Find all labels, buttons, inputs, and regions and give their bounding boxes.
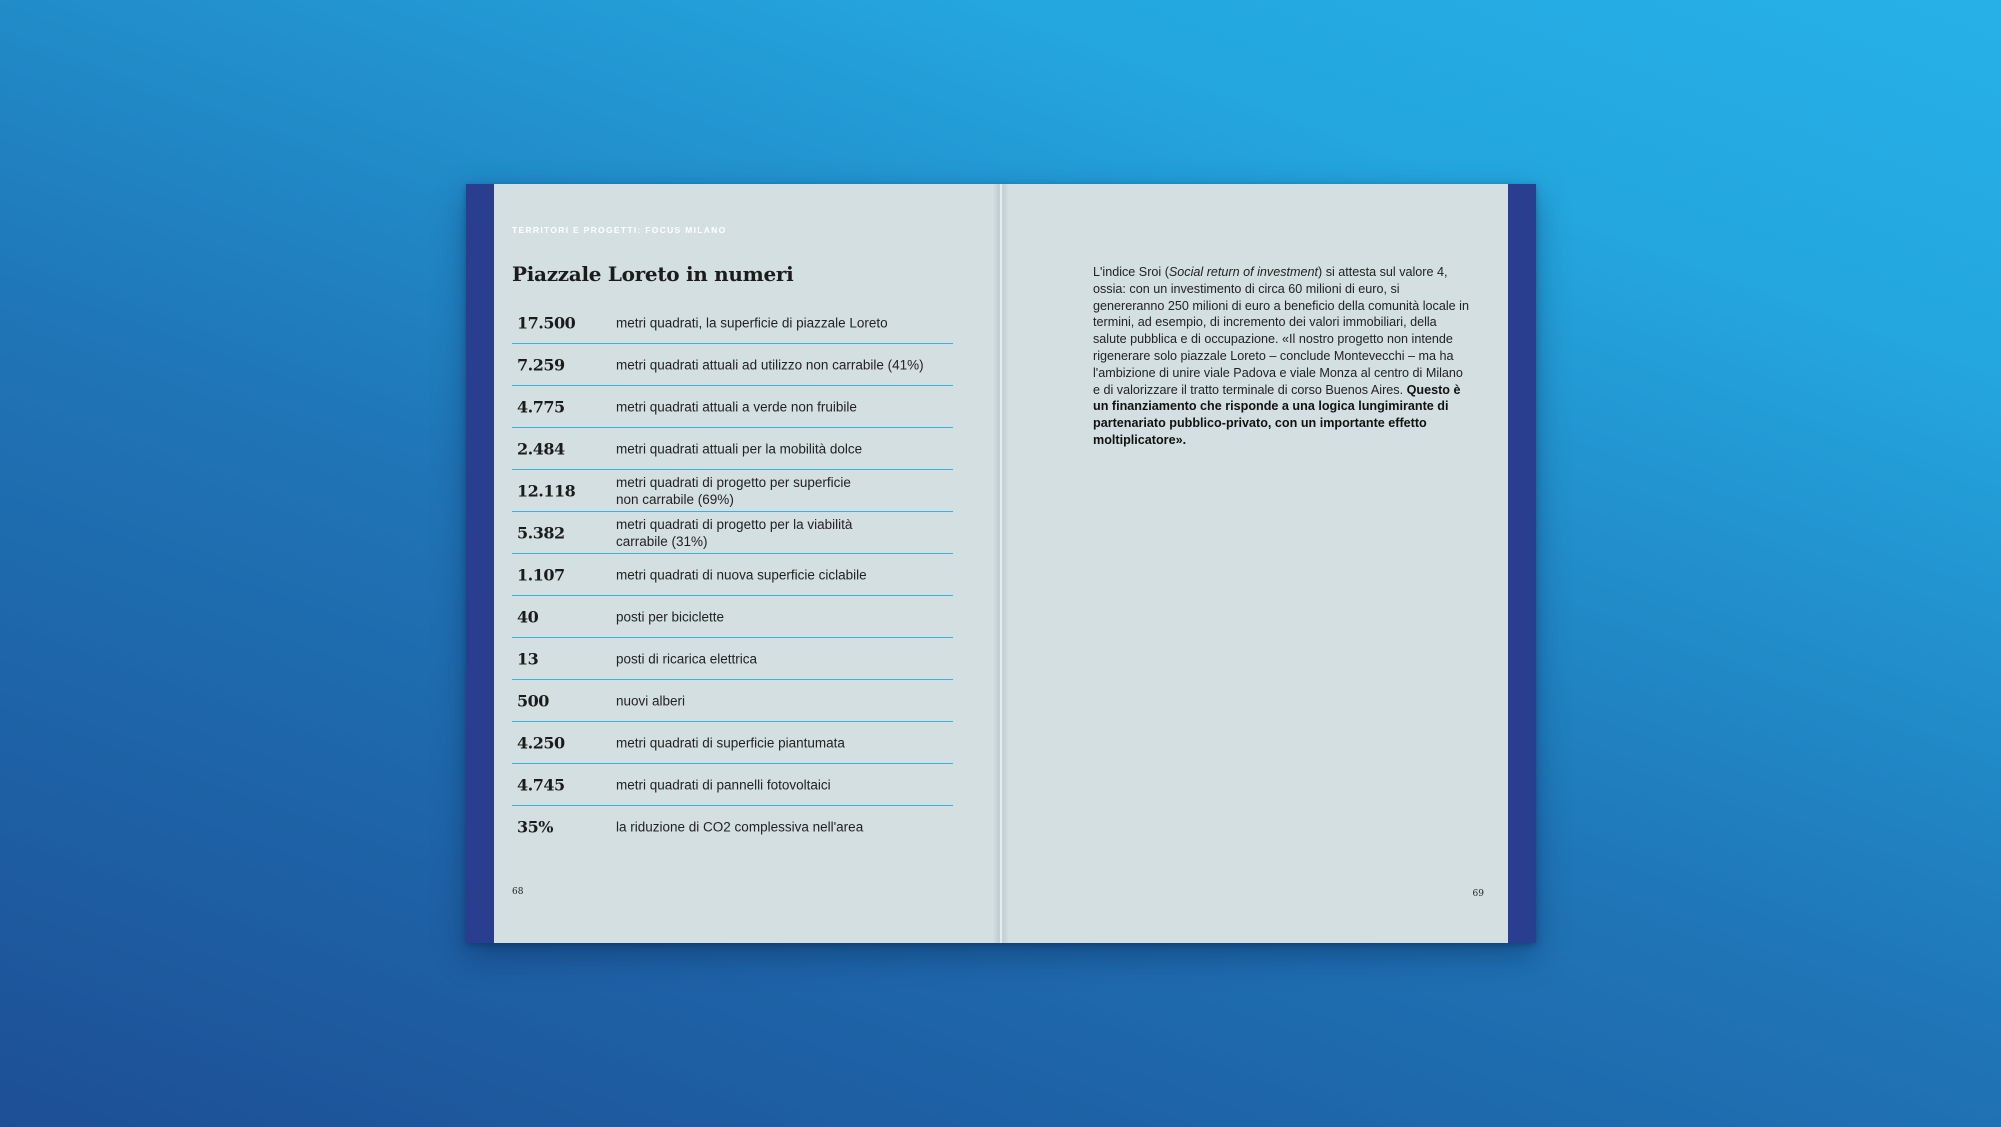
stat-value: 4.775	[517, 397, 565, 416]
right-color-band	[1508, 184, 1536, 943]
left-page	[466, 184, 1001, 943]
stat-value: 4.250	[517, 733, 565, 752]
stat-description: posti per biciclette	[616, 609, 725, 624]
stat-row	[512, 470, 953, 512]
body-paragraph	[1093, 264, 1473, 449]
stat-value: 17.500	[517, 313, 576, 332]
stat-description: metri quadrati di progetto per superficie non carrabile (69%)	[616, 474, 851, 507]
stat-description: metri quadrati attuali ad utilizzo non carrabile (41%)	[616, 357, 924, 372]
stat-value: 12.118	[517, 481, 576, 500]
stat-value: 7.259	[517, 355, 565, 374]
stat-description: metri quadrati di progetto per la viabilità carrabile (31%)	[616, 516, 853, 549]
stat-row	[512, 680, 953, 722]
stat-row	[512, 428, 953, 470]
stat-value: 2.484	[517, 439, 565, 458]
stat-description: posti di ricarica elettrica	[616, 651, 758, 666]
page-title: Piazzale Loreto in numeri	[512, 262, 794, 286]
open-book	[466, 184, 1536, 943]
stat-row	[512, 806, 953, 848]
paragraph-italic: Social return of investment	[1168, 265, 1319, 279]
stat-description: metri quadrati, la superficie di piazzale Loreto	[616, 315, 888, 330]
stat-row	[512, 512, 953, 554]
stat-value: 40	[517, 607, 539, 626]
page-number-right: 69	[1472, 889, 1484, 899]
stat-row	[512, 344, 953, 386]
stat-value: 35%	[517, 817, 553, 837]
page-number-left: 68	[512, 887, 524, 897]
stat-row	[512, 596, 953, 638]
paragraph-text-2: ) si attesta sul valore 4, ossia: con un investimento di circa 60 milioni di euro, si genereranno 250 milioni di euro a beneficio della comunità locale in termini, ad esempio, di incremento dei valori immobiliari, della salute pubblica e di occupazione. «Il nostro progetto non intende rigenerare solo piazzale Loreto – conclude Montevecchi – ma ha l'ambizione di unire viale Padova e viale Monza al centro di Milano e di valorizzare il tratto terminale di corso Buenos Aires.	[1093, 265, 1469, 397]
stat-row	[512, 722, 953, 764]
stat-value: 1.107	[517, 565, 565, 584]
stat-value: 4.745	[517, 775, 565, 794]
paragraph-text-1: L'indice Sroi (	[1093, 265, 1169, 279]
stat-description: metri quadrati attuali a verde non fruibile	[616, 399, 857, 414]
stat-row	[512, 302, 953, 344]
paragraph-bold: Questo è un finanziamento che risponde a una logica lungimirante di partenariato pubblico-privato, con un importante effetto moltiplicatore».	[1093, 382, 1461, 447]
stat-description: metri quadrati di nuova superficie ciclabile	[616, 567, 867, 582]
stat-row	[512, 386, 953, 428]
book-gutter	[993, 184, 1009, 943]
stat-description: nuovi alberi	[616, 693, 686, 708]
stat-description: la riduzione di CO2 complessiva nell'area	[616, 819, 864, 835]
stat-row	[512, 764, 953, 806]
stats-table	[512, 302, 953, 848]
stat-value: 5.382	[517, 523, 565, 542]
left-color-band	[466, 184, 494, 943]
stat-description: metri quadrati di superficie piantumata	[616, 735, 845, 750]
stat-description: metri quadrati attuali per la mobilità dolce	[616, 441, 863, 456]
running-head: TERRITORI E PROGETTI: FOCUS MILANO	[512, 225, 727, 235]
stat-description: metri quadrati di pannelli fotovoltaici	[616, 777, 831, 792]
stat-row	[512, 638, 953, 680]
stat-row	[512, 554, 953, 596]
stat-value: 500	[517, 691, 549, 710]
stat-value: 13	[517, 649, 539, 668]
